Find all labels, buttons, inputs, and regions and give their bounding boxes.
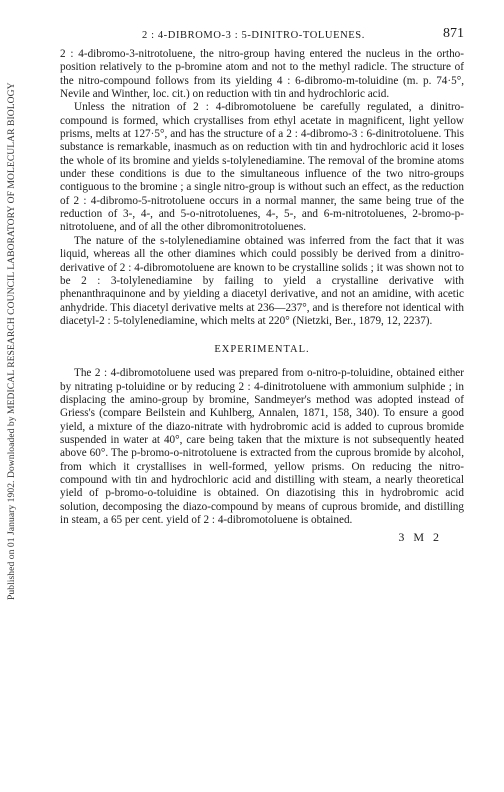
paragraph-2: Unless the nitration of 2 : 4-dibromotoluene be carefully regulated, a dinitro-compound is formed, which crystallises from ethyl acetate in magnificent, light yellow prisms, melts at 127·5°, and has the structure of a 2 : 4-dibromo-3 : 6-dinitrotoluene. This substance is remarkable, inasmuch as on reduction with tin and hydrochloric acid it loses the whole of its bromine and yields s-tolylenediamine. The removal of the bromine atoms under these conditions is due to the simultaneous influence of the two nitro-groups contiguous to the bromine ; a single nitro-group is without such an effect, as the reduction of 2 : 4-dibromo-5-nitrotoluene occurs in a normal manner, the same being true of the reduction of 3-, 4-, and 5-o-nitrotoluenes, 4-, 5-, and 6-m-nitrotoluenes, 2-bromo-p-nitrotoluene, and of all the other dibromonitrotoluenes. <box>60 101 464 234</box>
journal-page <box>60 26 464 545</box>
download-notice: Published on 01 January 1902. Downloaded by MEDICAL RESEARCH COUNCIL LABORATORY OF MOLECULAR BIOLOGY <box>6 82 17 600</box>
running-head: 2 : 4-DIBROMO-3 : 5-DINITRO-TOLUENES. <box>142 30 365 41</box>
experimental-paragraph: The 2 : 4-dibromotoluene used was prepared from o-nitro-p-toluidine, obtained either by nitrating p-toluidine or by reducing 2 : 4-dinitrotoluene with ammonium sulphide ; in displacing the amino-group by bromine, Sandmeyer's method was adopted instead of Griess's (compare Beilstein and Kuhlberg, Annalen, 1871, 158, 340). To ensure a good yield, a mixture of the diazo-nitrate with hydrobromic acid is added to cuprous bromide suspended in water at 40°, care being taken that the mixture is not subsequently heated above 60°. The p-bromo-o-nitrotoluene is extracted from the cuprous bromide by alcohol, from which it crystallises in well-formed, yellow prisms. On reducing the nitro-compound with tin and hydrochloric acid and distilling with steam, a nearly theoretical yield of p-bromo-o-toluidine is obtained. On diazotising this in hydrobromic acid solution, decomposing the diazo-compound by means of cuprous bromide, and distilling in steam, a 65 per cent. yield of 2 : 4-dibromotoluene is obtained. <box>60 367 464 526</box>
download-sidebar <box>6 8 20 608</box>
paragraph-1: 2 : 4-dibromo-3-nitrotoluene, the nitro-group having entered the nucleus in the ortho-position relatively to the p-bromine atom and not to the methyl radicle. The structure of the nitro-compound follows from its yielding 4 : 6-dibromo-m-toluidine (m. p. 74·5°, Nevile and Winther, loc. cit.) on reduction with tin and hydrochloric acid. <box>60 48 464 101</box>
signature-mark: 3 M 2 <box>398 530 442 545</box>
page-number: 871 <box>443 26 464 41</box>
page-header <box>60 26 464 48</box>
experimental-heading: EXPERIMENTAL. <box>214 344 310 356</box>
paragraph-3: The nature of the s-tolylenediamine obtained was inferred from the fact that it was liquid, whereas all the other diamines which could possibly be derived from a dinitro-derivative of 2 : 4-dibromotoluene are known to be crystalline solids ; it was shown not to be 2 : 3-tolylenediamine by failing to yield a crystalline derivative with phenanthraquinone and by yielding a diacetyl derivative, and not an amidine, with acetic anhydride. This diacetyl derivative melts at 236—237°, and is therefore not identical with diacetyl-2 : 5-tolylenediamine, which melts at 220° (Nietzki, Ber., 1879, 12, 2237). <box>60 234 464 327</box>
